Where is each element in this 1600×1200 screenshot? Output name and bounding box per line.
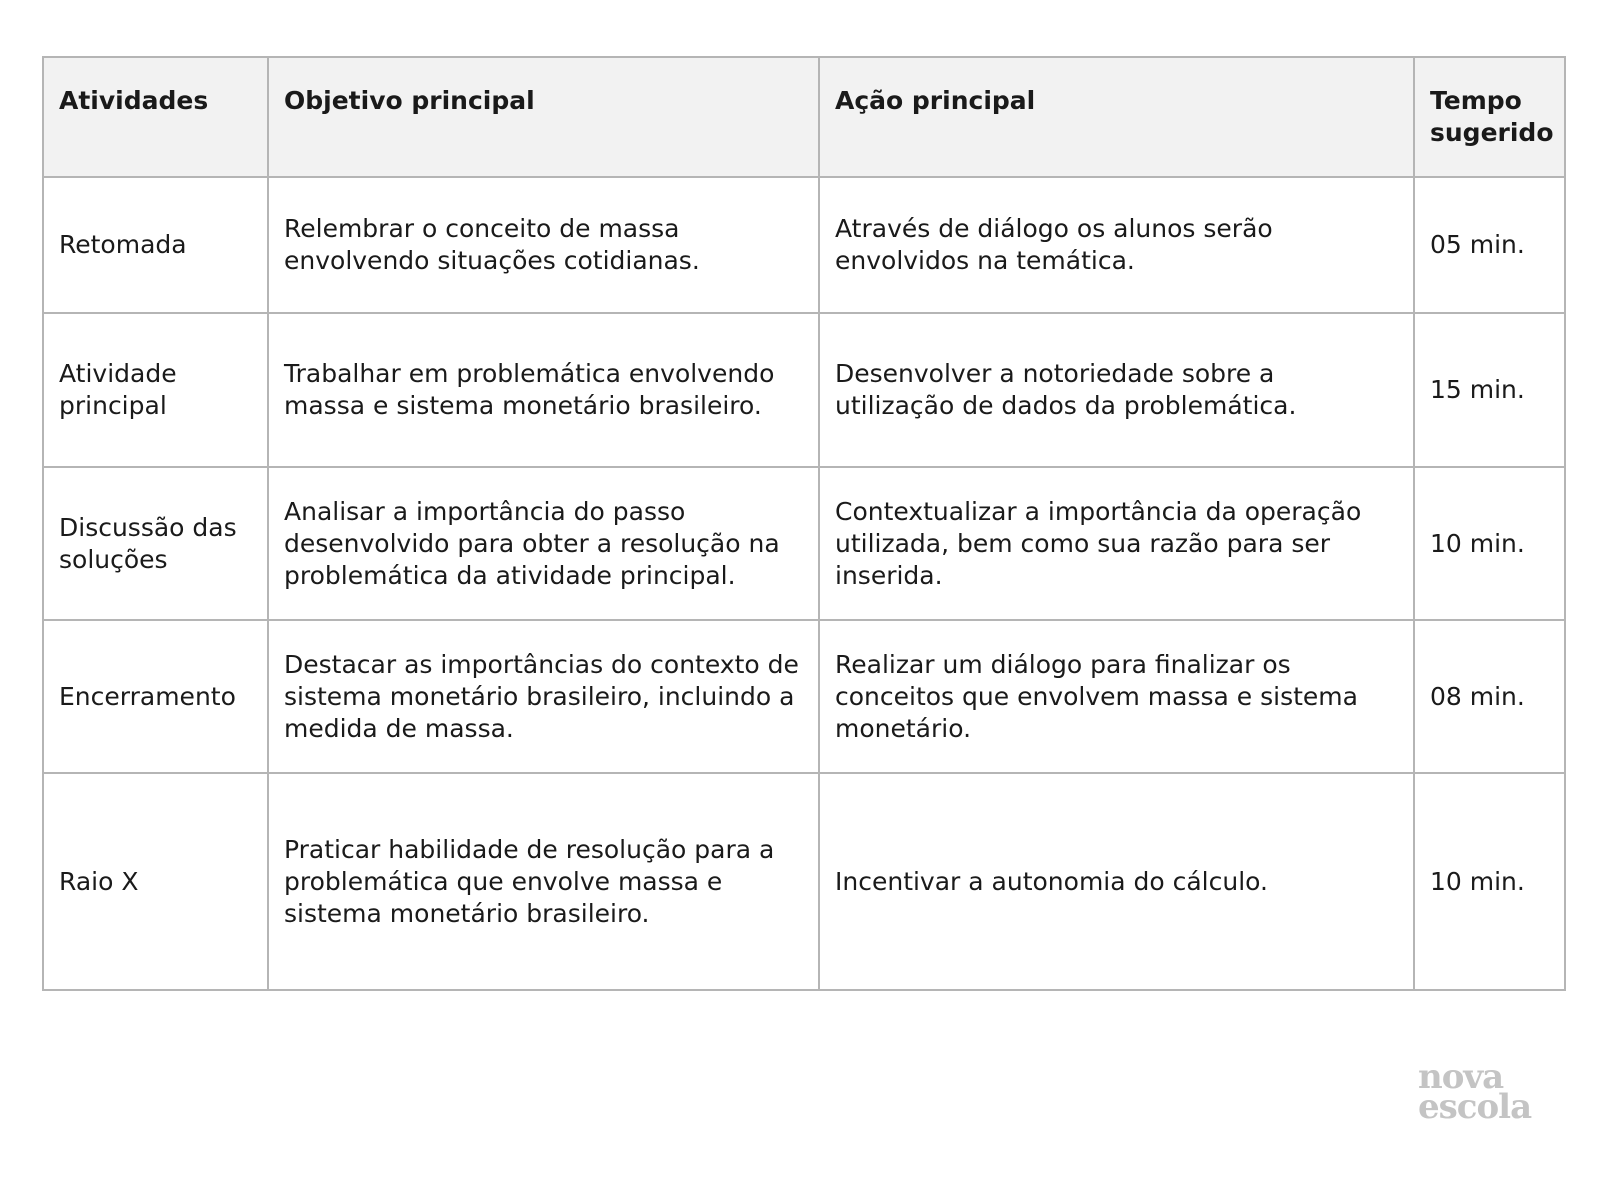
- logo-line-nova: nova: [1418, 1057, 1504, 1097]
- cell-tempo: 10 min.: [1414, 773, 1565, 990]
- cell-atividade: Encerramento: [43, 620, 268, 773]
- logo-line-escola: escola: [1418, 1087, 1532, 1127]
- table-row: [43, 620, 1565, 773]
- cell-tempo: 05 min.: [1414, 177, 1565, 313]
- cell-objetivo: Praticar habilidade de resolução para a problemática que envolve massa e sistema monetário brasileiro.: [268, 773, 819, 990]
- cell-atividade: Discussão das soluções: [43, 467, 268, 620]
- table-row: [43, 177, 1565, 313]
- cell-acao: Realizar um diálogo para finalizar os conceitos que envolvem massa e sistema monetário.: [819, 620, 1414, 773]
- header-objetivo-principal: Objetivo principal: [268, 57, 819, 177]
- header-acao-principal: Ação principal: [819, 57, 1414, 177]
- table-header-row: [43, 57, 1565, 177]
- table-row: [43, 773, 1565, 990]
- cell-acao: Através de diálogo os alunos serão envolvidos na temática.: [819, 177, 1414, 313]
- table-row: [43, 467, 1565, 620]
- cell-objetivo: Destacar as importâncias do contexto de sistema monetário brasileiro, incluindo a medida de massa.: [268, 620, 819, 773]
- cell-acao: Incentivar a autonomia do cálculo.: [819, 773, 1414, 990]
- header-atividades: Atividades: [43, 57, 268, 177]
- cell-acao: Contextualizar a importância da operação utilizada, bem como sua razão para ser inserida.: [819, 467, 1414, 620]
- cell-tempo: 10 min.: [1414, 467, 1565, 620]
- cell-atividade: Atividade principal: [43, 313, 268, 467]
- cell-tempo: 08 min.: [1414, 620, 1565, 773]
- cell-atividade: Retomada: [43, 177, 268, 313]
- table-row: [43, 313, 1565, 467]
- lesson-plan-table: [42, 56, 1566, 991]
- cell-atividade: Raio X: [43, 773, 268, 990]
- cell-objetivo: Relembrar o conceito de massa envolvendo situações cotidianas.: [268, 177, 819, 313]
- cell-objetivo: Trabalhar em problemática envolvendo massa e sistema monetário brasileiro.: [268, 313, 819, 467]
- header-tempo-sugerido: Tempo sugerido: [1414, 57, 1565, 177]
- cell-tempo: 15 min.: [1414, 313, 1565, 467]
- cell-acao: Desenvolver a notoriedade sobre a utilização de dados da problemática.: [819, 313, 1414, 467]
- cell-objetivo: Analisar a importância do passo desenvolvido para obter a resolução na problemática da atividade principal.: [268, 467, 819, 620]
- nova-escola-logo: [1418, 1057, 1558, 1127]
